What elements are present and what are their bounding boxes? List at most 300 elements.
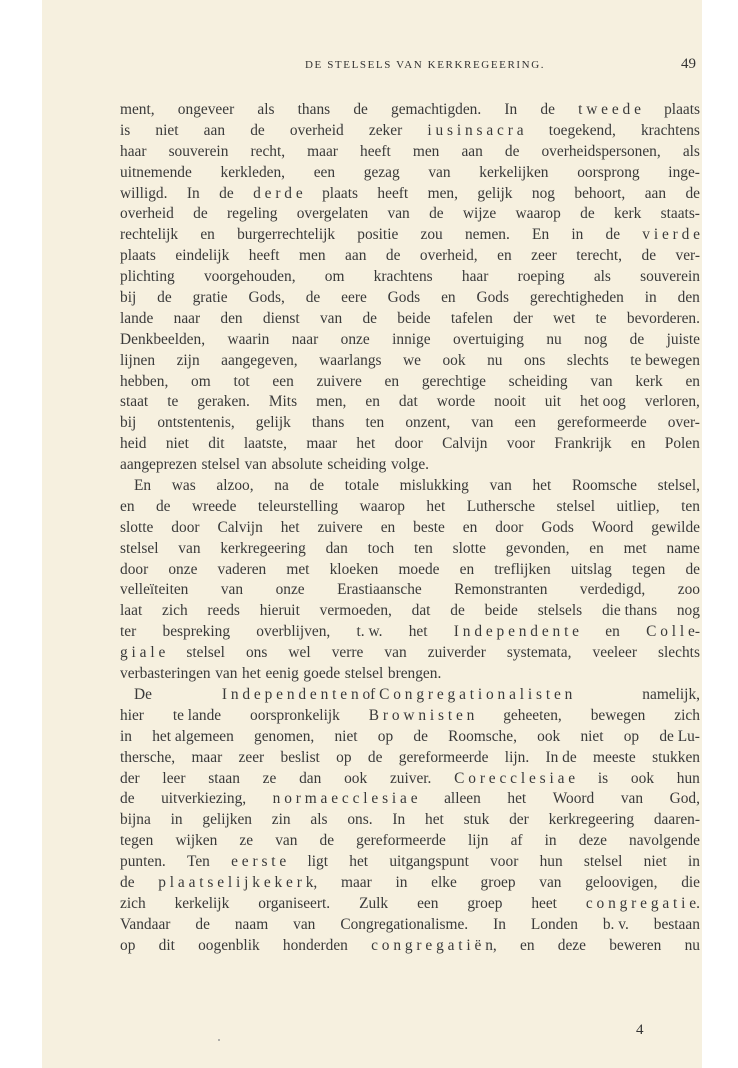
text-line xyxy=(120,643,700,664)
word: uitslag xyxy=(570,560,612,578)
word: van xyxy=(384,644,407,662)
word: kerkelijk xyxy=(174,894,230,912)
word: het xyxy=(426,497,446,515)
word: souverein xyxy=(168,142,229,160)
word: plaats xyxy=(664,101,700,118)
word: i u s i n s a c r a xyxy=(427,121,524,139)
word: slotte xyxy=(120,518,154,536)
word: naar xyxy=(173,309,201,327)
text-line xyxy=(120,184,700,205)
word: de xyxy=(157,289,172,307)
word: van xyxy=(428,163,451,181)
word: den xyxy=(677,289,700,307)
word: regeling xyxy=(226,205,278,223)
word: bij xyxy=(120,414,137,432)
word: scheiding xyxy=(508,372,568,390)
word: oogenblik xyxy=(198,936,260,954)
word: de xyxy=(250,121,265,139)
word: van xyxy=(220,581,244,599)
word: willigd. xyxy=(120,184,168,202)
word: name xyxy=(666,539,700,557)
word: is xyxy=(597,769,609,787)
word: stelsel xyxy=(120,539,159,557)
word: uit xyxy=(544,393,562,411)
word: De xyxy=(134,685,152,703)
word: kerkregeering xyxy=(548,811,635,829)
word: Gods xyxy=(541,518,574,536)
word: om xyxy=(191,372,211,390)
word: dit xyxy=(208,435,225,453)
word: C o r e c c l e s i a e xyxy=(454,769,576,787)
word: niet xyxy=(155,121,179,139)
word: terecht, xyxy=(576,247,622,265)
word: op xyxy=(377,727,394,745)
word: de xyxy=(193,205,208,223)
word: zuiver. xyxy=(389,769,432,787)
word: hier xyxy=(120,706,144,724)
word: slotte xyxy=(452,539,486,557)
word: haar xyxy=(120,142,147,160)
word: kerk xyxy=(635,372,663,390)
word: de xyxy=(309,477,325,495)
word: de xyxy=(155,497,171,515)
word: een xyxy=(417,894,439,912)
word: men, xyxy=(427,184,458,202)
word: nooit xyxy=(494,393,526,411)
word: en xyxy=(685,372,700,390)
book-page xyxy=(42,0,702,1068)
word: niet xyxy=(334,727,358,745)
word: in xyxy=(120,727,132,745)
text-line xyxy=(120,727,700,748)
word: plaats xyxy=(120,247,156,265)
word: En xyxy=(532,226,550,244)
word: p l a a t s e l i j k e k e r k, xyxy=(158,873,318,891)
body-text xyxy=(120,100,700,957)
text-line xyxy=(120,413,700,434)
word: zich xyxy=(120,894,146,912)
word: waarlangs xyxy=(319,351,382,369)
word: thersche, xyxy=(120,748,176,766)
word: in xyxy=(395,873,408,891)
word: aan xyxy=(203,121,226,139)
word: geloovigen, xyxy=(585,873,658,891)
word: overheidspersonen, xyxy=(541,142,661,160)
word: gerechtige xyxy=(421,372,486,390)
word: groep xyxy=(467,894,503,912)
word: Roomsche xyxy=(571,477,637,495)
word: nu xyxy=(487,351,503,369)
word: de xyxy=(367,748,383,766)
word: een xyxy=(514,414,536,432)
word: t. w. xyxy=(356,623,383,641)
text-line xyxy=(120,518,700,539)
word: lijn. xyxy=(504,748,530,766)
word: stuk xyxy=(463,811,490,829)
text-line xyxy=(120,748,700,769)
word: van xyxy=(178,539,201,557)
word: verre xyxy=(331,644,364,662)
word: innige xyxy=(392,330,431,348)
word: gereformeerde xyxy=(556,414,647,432)
word: Congregationalisme. xyxy=(340,915,469,933)
text-line xyxy=(120,894,700,915)
text-line xyxy=(120,225,700,246)
word: geheeten, xyxy=(503,706,562,724)
word: heet xyxy=(531,894,557,912)
word: slechts xyxy=(566,351,609,369)
word: veeleer xyxy=(592,644,637,662)
word: maar xyxy=(307,142,338,160)
word: Gods, xyxy=(248,289,285,307)
word: ten xyxy=(681,497,700,515)
word: toch xyxy=(367,539,395,557)
word: goede xyxy=(303,665,341,683)
word: c o n g r e g a t i e. xyxy=(585,894,700,912)
word: bijna xyxy=(120,811,151,829)
word: maar xyxy=(340,873,372,891)
word: b. v. xyxy=(602,915,629,933)
text-line xyxy=(120,560,700,581)
word: systemata, xyxy=(506,644,572,662)
word: aan xyxy=(345,247,367,265)
word: nog xyxy=(676,602,700,620)
text-line xyxy=(120,580,700,601)
word: de xyxy=(580,205,595,223)
word: door xyxy=(394,435,423,453)
word: nog xyxy=(584,330,608,348)
word: Frankrijk xyxy=(554,435,612,453)
word: aan xyxy=(644,184,667,202)
word: gelijk xyxy=(255,414,291,432)
word: naar xyxy=(291,330,319,348)
word: tegen xyxy=(120,832,154,850)
word: kerkregeering xyxy=(220,539,306,557)
text-line xyxy=(120,915,700,936)
text-line xyxy=(120,288,700,309)
word: ons xyxy=(523,351,546,369)
word: alleen xyxy=(444,790,481,808)
word: gemachtigden. xyxy=(391,101,482,118)
word: C o l l e- xyxy=(646,623,700,641)
word: leer xyxy=(162,769,186,787)
word: gelijken xyxy=(202,811,252,829)
word: men, xyxy=(316,393,347,411)
word: ook xyxy=(630,769,655,787)
word: n o r m a e c c l e s i a e xyxy=(272,790,418,808)
word: oorsprong xyxy=(577,163,640,181)
word: wijze xyxy=(462,205,497,223)
word: namelijk, xyxy=(642,685,700,703)
word: krachtens xyxy=(373,268,433,286)
word: lande xyxy=(120,309,154,327)
word: de xyxy=(685,560,700,578)
word: treflijken xyxy=(494,560,551,578)
word: navolgende xyxy=(629,832,700,850)
word: roeping xyxy=(517,268,565,286)
word: nu xyxy=(684,936,700,954)
word: en xyxy=(459,560,475,578)
word: der xyxy=(509,811,529,829)
word: En xyxy=(134,477,152,495)
word: onzent, xyxy=(405,414,451,432)
word: haar xyxy=(461,268,489,286)
word: door xyxy=(171,518,200,536)
word: teleurstelling xyxy=(257,497,339,515)
word: zuivere xyxy=(316,372,362,390)
word: brengen. xyxy=(387,665,442,683)
word: de xyxy=(429,205,444,223)
word: g i a l e xyxy=(120,644,166,662)
word: In xyxy=(186,184,200,202)
signature-mark: 4 xyxy=(636,1022,644,1038)
text-line xyxy=(120,246,700,267)
word: wel xyxy=(288,644,311,662)
word: de xyxy=(385,247,401,265)
word: overblijven, xyxy=(256,623,331,641)
text-line xyxy=(120,309,700,330)
word: het xyxy=(280,518,300,536)
word: gelijk xyxy=(477,184,513,202)
word: en xyxy=(630,435,646,453)
word: van xyxy=(275,832,298,850)
word: der xyxy=(120,769,140,787)
word: en xyxy=(200,226,215,244)
word: zeker xyxy=(368,121,403,139)
word: in xyxy=(544,832,557,850)
word: honderden xyxy=(282,936,348,954)
word: met xyxy=(286,560,310,578)
word: stelsels xyxy=(537,602,583,620)
word: volge. xyxy=(390,456,430,474)
word: Erastiaansche xyxy=(337,581,422,599)
word: overgelaten xyxy=(296,205,369,223)
text-line xyxy=(120,685,700,706)
word: daaren- xyxy=(653,811,700,829)
word: Calvijn xyxy=(442,435,488,453)
text-line xyxy=(120,873,700,894)
word: aangeprezen xyxy=(120,456,197,474)
word: ment, xyxy=(120,101,155,118)
word: mislukking xyxy=(399,477,469,495)
word: ten xyxy=(365,414,385,432)
word: nog xyxy=(531,184,555,202)
word: de xyxy=(629,330,645,348)
word: deze xyxy=(557,936,586,954)
word: uitnemende xyxy=(120,163,192,181)
word: het oog xyxy=(580,393,626,411)
word: het xyxy=(532,477,552,495)
word: Ten xyxy=(187,853,210,871)
word: staats- xyxy=(660,205,700,223)
text-line xyxy=(120,852,700,873)
word: uitverkiezing, xyxy=(161,790,247,808)
word: gewilde xyxy=(651,518,700,536)
word: kerkleden, xyxy=(220,163,286,181)
text-line xyxy=(120,163,700,184)
word: Vandaar xyxy=(120,915,171,933)
word: I n d e p e n d e n t e xyxy=(453,623,580,641)
word: de xyxy=(450,602,465,620)
word: en xyxy=(441,289,456,307)
word: de xyxy=(362,309,377,327)
word: was xyxy=(171,477,196,495)
word: dat xyxy=(398,393,418,411)
word: kerk xyxy=(613,205,642,223)
word: de xyxy=(120,790,135,808)
word: burgerrechtelijk xyxy=(237,226,336,244)
word: t w e e d e xyxy=(578,101,641,118)
word: onze xyxy=(340,330,370,348)
word: nu xyxy=(546,330,562,348)
word: krachtens xyxy=(640,121,700,139)
word: B r o w n i s t e n xyxy=(368,706,475,724)
word: waarop xyxy=(359,497,405,515)
word: bestaan xyxy=(653,915,700,933)
word: laatste, xyxy=(243,435,287,453)
text-line xyxy=(120,267,700,288)
word: staat xyxy=(120,393,149,411)
word: in xyxy=(170,811,183,829)
word: af xyxy=(510,832,523,850)
word: zuiverder xyxy=(427,644,486,662)
word: totale xyxy=(344,477,379,495)
text-line xyxy=(120,455,700,476)
word: Luthersche xyxy=(466,497,536,515)
word: niet xyxy=(165,435,189,453)
word: Woord xyxy=(591,518,634,536)
word: zich xyxy=(162,602,188,620)
word: het xyxy=(356,435,376,453)
word: stukken xyxy=(652,748,700,766)
word: Roomsche, xyxy=(448,727,517,745)
word: onze xyxy=(275,581,305,599)
word: gerechtigheden xyxy=(529,289,624,307)
word: I n d e p e n d e n t e n of C o n g r e g a t i o n a l i s t e n xyxy=(221,685,573,703)
word: laat xyxy=(120,602,143,620)
word: beste xyxy=(413,518,445,536)
word: het algemeen xyxy=(152,727,234,745)
word: v i e r d e xyxy=(642,226,700,244)
word: ook xyxy=(537,727,561,745)
word: ons xyxy=(245,644,268,662)
running-head: DE STELSELS VAN KERKREGEERING. xyxy=(305,59,546,71)
word: Zulk xyxy=(359,894,389,912)
word: Londen xyxy=(530,915,578,933)
word: door xyxy=(120,560,149,578)
word: gereformeerde xyxy=(356,832,446,850)
word: Denkbeelden, xyxy=(120,330,206,348)
word: kloeken xyxy=(329,560,379,578)
word: overheid xyxy=(289,121,344,139)
word: verbasteringen xyxy=(120,665,211,683)
word: gratie xyxy=(192,289,228,307)
word: worde xyxy=(436,393,476,411)
word: een xyxy=(272,372,294,390)
word: zin xyxy=(271,811,291,829)
word: lijn xyxy=(467,832,489,850)
word: te lande xyxy=(172,706,222,724)
word: der xyxy=(513,309,533,327)
word: en xyxy=(462,518,478,536)
word: stelsel, xyxy=(657,477,700,495)
word: Gods xyxy=(387,289,421,307)
word: men xyxy=(299,247,326,265)
word: heid xyxy=(120,435,147,453)
word: van xyxy=(620,790,644,808)
word: naam xyxy=(234,915,269,933)
word: de xyxy=(413,727,428,745)
word: zoo xyxy=(677,581,700,599)
word: bevorderen. xyxy=(626,309,700,327)
word: dit xyxy=(158,936,175,954)
word: verdedigd, xyxy=(579,581,646,599)
word: maar xyxy=(191,748,223,766)
word: maar xyxy=(306,435,338,453)
word: tafelen xyxy=(450,309,493,327)
text-line xyxy=(120,664,700,685)
word: punten. xyxy=(120,853,166,871)
word: slechts xyxy=(658,644,700,662)
word: als xyxy=(682,142,700,160)
word: waarin xyxy=(227,330,270,348)
word: ver- xyxy=(675,247,700,265)
word: op xyxy=(120,936,136,954)
word: d e r d e xyxy=(253,184,303,202)
word: zeer xyxy=(238,748,265,766)
word: als xyxy=(310,811,328,829)
word: in xyxy=(644,289,657,307)
word: en xyxy=(384,372,400,390)
word: bespreking xyxy=(162,623,231,641)
word: als xyxy=(257,101,275,118)
word: elke xyxy=(431,873,457,891)
word: van xyxy=(293,915,316,933)
word: onze xyxy=(168,560,198,578)
word: ons. xyxy=(347,811,373,829)
word: plaats xyxy=(322,184,358,202)
word: de xyxy=(305,289,321,307)
word: dan xyxy=(325,539,348,557)
word: Gods xyxy=(476,289,509,307)
word: en xyxy=(589,539,604,557)
word: zich xyxy=(674,706,700,724)
word: zeer xyxy=(531,247,557,265)
word: met xyxy=(623,539,647,557)
word: ze xyxy=(239,832,254,850)
text-line xyxy=(120,121,700,142)
word: positie xyxy=(357,226,399,244)
word: genomen, xyxy=(254,727,315,745)
word: te xyxy=(595,309,607,327)
word: aangegeven, xyxy=(221,351,298,369)
paper-speck xyxy=(218,1039,220,1041)
word: waarop xyxy=(515,205,561,223)
word: het xyxy=(408,623,428,641)
word: om xyxy=(324,268,345,286)
word: overheid xyxy=(120,205,174,223)
word: het xyxy=(242,665,261,683)
word: den xyxy=(220,309,243,327)
word: hieruit xyxy=(259,602,300,620)
word: een xyxy=(313,163,336,181)
word: van xyxy=(471,414,494,432)
text-line xyxy=(120,330,700,351)
text-line xyxy=(120,372,700,393)
text-line xyxy=(120,936,700,957)
word: deze xyxy=(578,832,607,850)
word: juiste xyxy=(666,330,700,348)
